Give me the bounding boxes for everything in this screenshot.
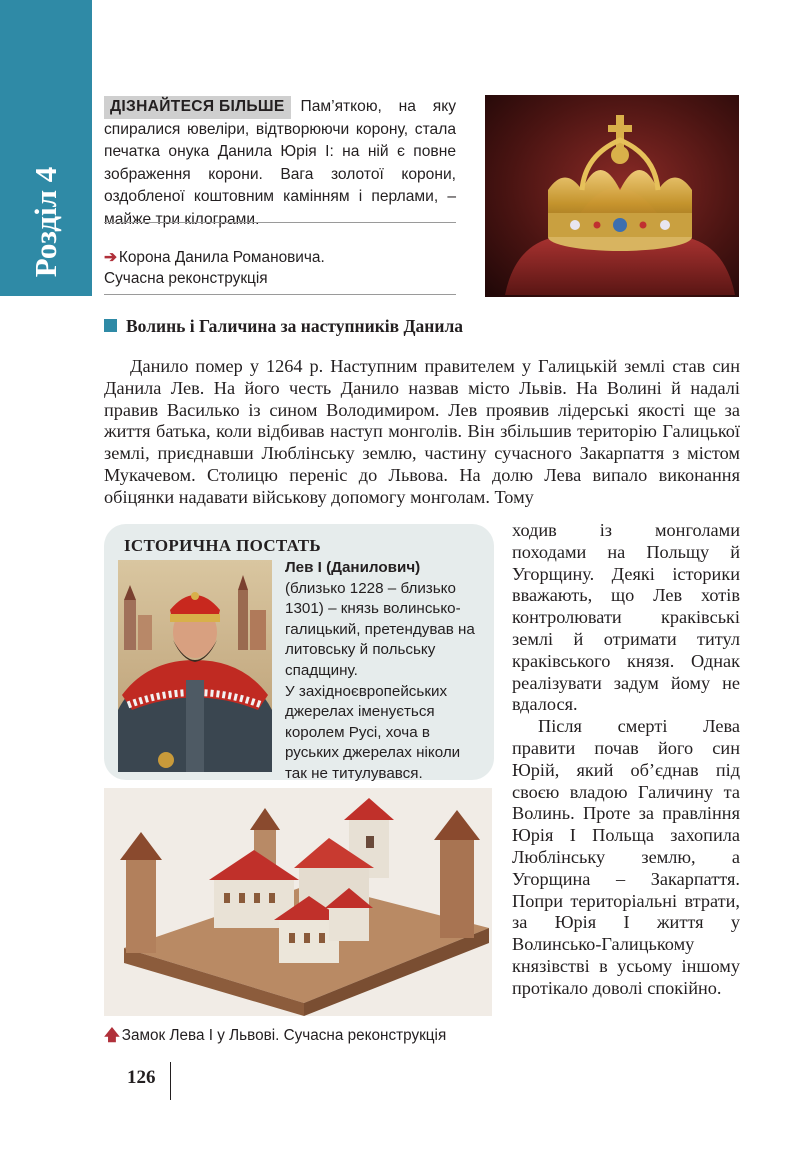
body-paragraph: Данило помер у 1264 р. Наступним правителем у Галицькій землі став син Данила Лев. На його честь Данило назвав місто Львів. На Волині й надалі правив Василько із сином Володимиром. Лев проявив лідерські якості ще за життя батька, коли відбивав наступ монголів. Він збільшив територію Галицької землі, приєднавши Люблінську землю, частину сучасного Закарпаття з містом Мукачевом. Столицю переніс до Львова. На долю Лева випало виконання обіцянки надавати військову допомогу монголам. Тому bbox=[104, 356, 740, 507]
right-column-text bbox=[512, 520, 740, 1000]
figure-name: Лев I (Данилович) bbox=[285, 559, 421, 576]
learn-more-box bbox=[104, 96, 456, 231]
castle-caption bbox=[104, 1024, 446, 1050]
historical-figure-box bbox=[104, 524, 494, 780]
crown-caption-line2: Сучасна реконструкція bbox=[104, 270, 268, 287]
castle-illustration bbox=[104, 788, 492, 1016]
castle-caption-text: Замок Лева I у Львові. Сучасна реконструкція bbox=[121, 1027, 447, 1044]
learn-more-text: Пам’яткою, на яку спиралися ювеліри, відтворюючи корону, стала печатка онука Данила Юрія I: на ній є повне зображення корони. Вага золотої корони, оздобленої коштовним камінням і перлами, – майже три кілограми. bbox=[104, 98, 456, 228]
divider bbox=[104, 294, 456, 295]
chapter-label: Розділ 4 bbox=[28, 166, 63, 278]
section-title: Волинь і Галичина за наступників Данила bbox=[126, 316, 464, 336]
historical-figure-text bbox=[285, 558, 483, 785]
body-paragraph-2: Після смерті Лева правити почав його син Юрій, який об’єднав під своєю владою Галичину та Волинь. Проте за правління Юрія I Польща захопила Люблінську землю, а Угорщина – Закарпаття. Попри територіальні втрати, за Юрія I життя у Волинсько-Галицькому князівстві в усьому іншому протікало доволі спокійно. bbox=[512, 716, 740, 998]
portrait-image bbox=[118, 560, 272, 772]
page-number: 126 bbox=[127, 1067, 156, 1088]
page-number-rule bbox=[170, 1062, 171, 1100]
chapter-side-tab bbox=[0, 0, 92, 296]
learn-more-badge: ДІЗНАЙТЕСЯ БІЛЬШЕ bbox=[104, 96, 291, 119]
body-text bbox=[104, 356, 740, 509]
figure-note: У західноєвропейських джерелах іменується королем Русі, хоча в руських джерелах ніколи так не титулувався. bbox=[285, 682, 461, 782]
arrow-right-icon: ➔ bbox=[104, 249, 117, 266]
square-icon bbox=[104, 319, 117, 332]
body-continuation: ходив із монголами походами на Польщу й Угорщину. Деякі історики вважають, що Лев хотів контролювати краківські землі й отримати титул краківського князя. Однак реалізувати задум йому не вдалося. bbox=[512, 520, 740, 715]
section-heading bbox=[104, 316, 463, 337]
crown-photo bbox=[485, 95, 739, 297]
crown-caption bbox=[104, 247, 456, 289]
figure-description: (близько 1228 – близько 1301) – князь волинсько-галицький, претендував на литовську й польську спадщину. bbox=[285, 579, 475, 679]
historical-figure-title: ІСТОРИЧНА ПОСТАТЬ bbox=[124, 536, 321, 555]
crown-caption-line1: Корона Данила Романовича. bbox=[118, 249, 325, 266]
arrow-up-icon: 🡅 bbox=[104, 1027, 120, 1044]
divider bbox=[104, 222, 456, 223]
